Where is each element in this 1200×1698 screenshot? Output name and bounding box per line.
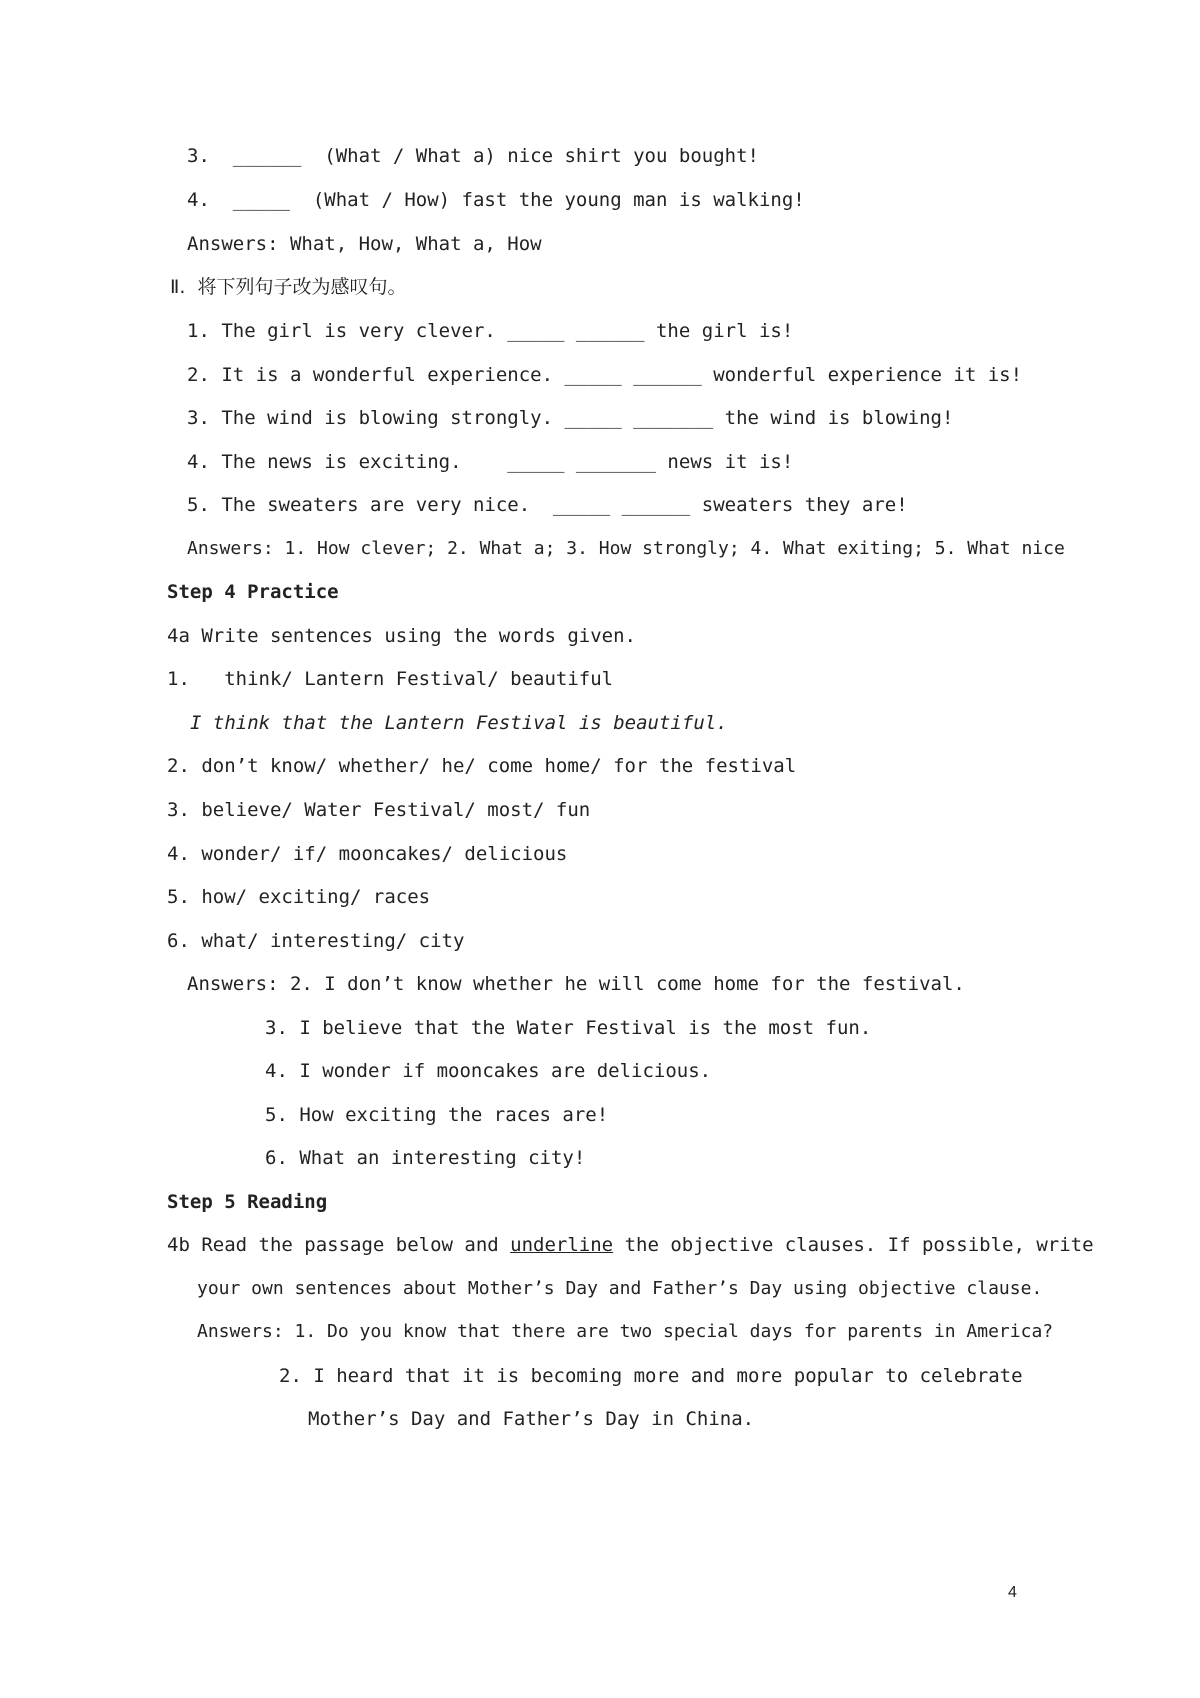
answers-line: 2. I heard that it is becoming more and more popular to celebrate xyxy=(279,1365,1023,1387)
exercise-item: 6. what/ interesting/ city xyxy=(167,930,465,952)
answers-line: 3. I believe that the Water Festival is the most fun. xyxy=(265,1017,872,1039)
answers-line: Answers: 1. Do you know that there are two special days for parents in America? xyxy=(197,1321,1054,1342)
underlined-word: underline xyxy=(510,1234,614,1256)
answers-line: Answers: 2. I don’t know whether he will come home for the festival. xyxy=(187,973,965,995)
exercise-item: 4. _____ (What / How) fast the young man is walking! xyxy=(187,189,805,211)
exercise-item: 5. how/ exciting/ races xyxy=(167,886,431,908)
answers-line: 6. What an interesting city! xyxy=(265,1147,586,1169)
answers-line: Answers: 1. How clever; 2. What a; 3. How strongly; 4. What exiting; 5. What nice xyxy=(187,538,1065,559)
answers-line: Mother’s Day and Father’s Day in China. xyxy=(308,1408,755,1430)
exercise-item: 3. The wind is blowing strongly. _____ _______ the wind is blowing! xyxy=(187,407,954,429)
exercise-item: 4. wonder/ if/ mooncakes/ delicious xyxy=(167,843,568,865)
answers-line: Answers: What, How, What a, How xyxy=(187,233,542,255)
exercise-item: 1. think/ Lantern Festival/ beautiful xyxy=(167,668,614,690)
exercise-item: 2. It is a wonderful experience. _____ ______ wonderful experience it is! xyxy=(187,364,1023,386)
instruction xyxy=(167,1231,1094,1259)
page-number: 4 xyxy=(1008,1584,1017,1601)
answers-line: 5. How exciting the races are! xyxy=(265,1104,609,1126)
instruction: 4a Write sentences using the words given. xyxy=(167,625,636,647)
exercise-item: 1. The girl is very clever. _____ ______ the girl is! xyxy=(187,320,794,342)
exercise-item: 5. The sweaters are very nice. _____ ______ sweaters they are! xyxy=(187,494,908,516)
instruction-text: the objective clauses. If possible, write xyxy=(613,1234,1094,1256)
exercise-item: 4. The news is exciting. _____ _______ news it is! xyxy=(187,451,794,473)
step-heading: Step 4 Practice xyxy=(167,581,339,603)
exercise-item: 2. don’t know/ whether/ he/ come home/ for the festival xyxy=(167,755,797,777)
instruction-text: 4b Read the passage below and xyxy=(167,1234,511,1256)
exercise-item: 3. ______ (What / What a) nice shirt you bought! xyxy=(187,145,759,167)
exercise-item: 3. believe/ Water Festival/ most/ fun xyxy=(167,799,591,821)
answers-line: 4. I wonder if mooncakes are delicious. xyxy=(265,1060,712,1082)
step-heading: Step 5 Reading xyxy=(167,1191,328,1213)
example-sentence: I think that the Lantern Festival is beautiful. xyxy=(190,712,728,734)
section-heading: Ⅱ. 将下列句子改为感叹句。 xyxy=(170,276,407,298)
instruction: your own sentences about Mother’s Day and Father’s Day using objective clause. xyxy=(197,1278,1043,1299)
